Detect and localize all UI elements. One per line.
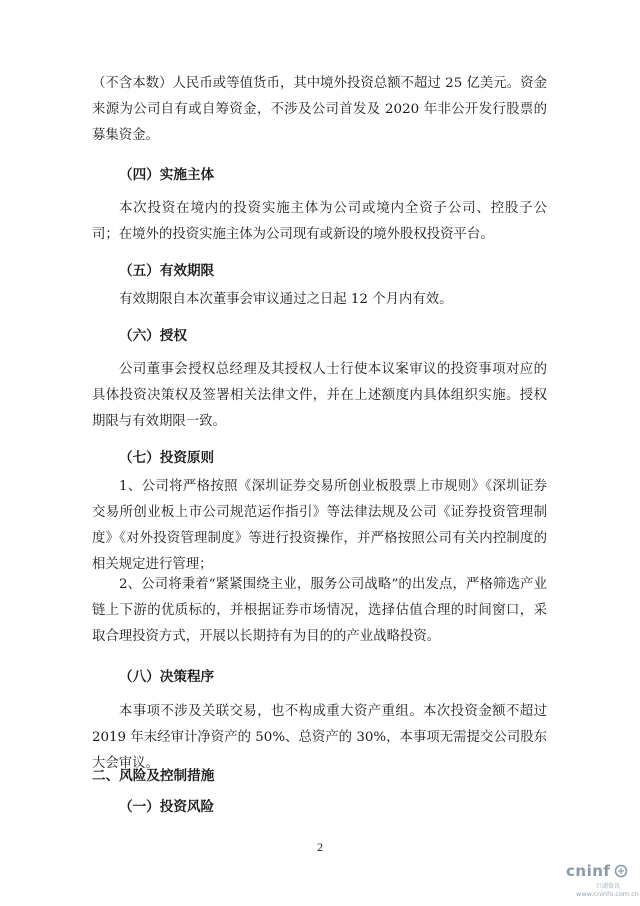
page-number: 2 — [317, 840, 323, 854]
heading-investment-principles: （七）投资原则 — [119, 450, 215, 466]
paragraph-implementing-entity: 本次投资在境内的投资实施主体为公司或境内全资子公司、控股子公司；在境外的投资实施主体为公司现有或新设的境外股权投资平台。 — [92, 201, 547, 242]
heading-authorization: （六）授权 — [119, 328, 187, 344]
heading-risk-and-control: 二、风险及控制措施 — [92, 768, 215, 784]
cninf-watermark — [566, 862, 639, 902]
cninf-logo-icon — [614, 864, 628, 878]
heading-decision-procedure: （八）决策程序 — [119, 669, 215, 685]
cninf-url: www.cninfo.com.cn — [576, 890, 639, 898]
paragraph-authorization: 公司董事会授权总经理及其授权人士行使本议案审议的投资事项对应的具体投资决策权及签署相关法律文件，并在上述额度内具体组织实施。授权期限与有效期限一致。 — [92, 362, 547, 429]
cninf-sublabel: 巨潮资讯 — [596, 883, 621, 890]
paragraph-principle-2: 2、公司将秉着“紧紧围绕主业，服务公司战略”的出发点，严格筛选产业链上下游的优质标的，并根据证券市场情况，选择估值合理的时间窗口，采取合理投资方式，开展以长期持有为目的的产业战略投资。 — [92, 577, 547, 644]
heading-validity-period: （五）有效期限 — [119, 263, 215, 279]
paragraph-principle-1: 1、公司将严格按照《深圳证券交易所创业板股票上市规则》《深圳证券交易所创业板上市公司规范运作指引》等法律法规及公司《证券投资管理制度》《对外投资管理制度》等进行投资操作，并严格按照公司有关内控制度的相关规定进行管理； — [92, 479, 547, 572]
heading-investment-risk: （一）投资风险 — [119, 799, 215, 815]
paragraph-decision-procedure: 本事项不涉及关联交易，也不构成重大资产重组。本次投资金额不超过 2019 年末经审计净资产的 50%、总资产的 30%，本事项无需提交公司股东大会审议。 — [92, 704, 547, 771]
paragraph-validity-period: 有效期限自本次董事会审议通过之日起 12 个月内有效。 — [119, 292, 453, 307]
cninf-logo: cninf — [566, 862, 611, 880]
heading-implementing-entity: （四）实施主体 — [119, 167, 215, 183]
paragraph-funding-source: （不含本数）人民币或等值货币，其中境外投资总额不超过 25 亿美元。资金来源为公司自有或自筹资金，不涉及公司首发及 2020 年非公开发行股票的募集资金。 — [92, 76, 547, 143]
